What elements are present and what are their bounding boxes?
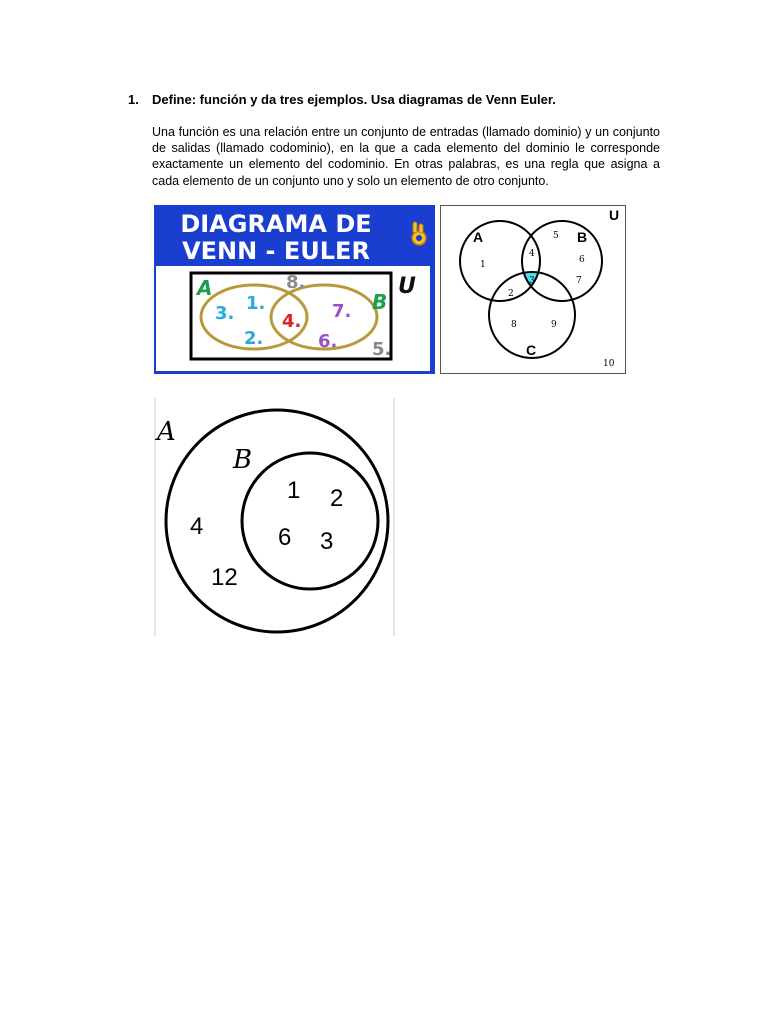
question-title: Define: función y da tres ejemplos. Usa diagramas de Venn Euler.: [152, 92, 556, 107]
element-12: 12: [211, 564, 238, 591]
set-a-label: A: [473, 229, 484, 245]
definition-paragraph: Una función es una relación entre un conjunto de entradas (llamado dominio) y un conjunto de salidas (llamado codominio), en la que a cada elemento del dominio le corresponde exactamente un elemento del codominio. En otras palabras, es una regla que asigna a cada elemento de un conjunto uno y solo un elemento de otro conjunto.: [152, 125, 660, 188]
set-a-label: A: [157, 417, 176, 447]
universe-label: U: [609, 207, 620, 223]
region-c-only-8: 8: [511, 320, 517, 330]
set-c-label: C: [526, 342, 537, 358]
banner-title-line2: VENN - EULER: [182, 237, 370, 265]
set-b-label: B: [372, 290, 388, 314]
region-b-only-6: 6: [579, 255, 585, 265]
element-2: 2: [330, 485, 344, 512]
question-number: 1.: [128, 92, 139, 107]
subset-venn-figure: [154, 398, 395, 636]
set-b-label: B: [577, 229, 588, 245]
three-set-venn-figure: [440, 205, 626, 374]
element-7: 7.: [332, 301, 352, 322]
region-abc: 3: [529, 276, 535, 286]
element-3: 3: [320, 528, 334, 555]
region-ab: 4: [529, 249, 535, 259]
element-5: 5.: [372, 339, 392, 360]
banner-title-line1: DIAGRAMA DE: [180, 210, 372, 238]
element-8: 8.: [286, 272, 306, 293]
element-1: 1: [287, 477, 301, 504]
element-6: 6.: [318, 331, 338, 352]
element-4: 4: [190, 513, 204, 540]
venn-euler-banner-figure: [154, 205, 435, 374]
region-ac: 2: [508, 289, 514, 299]
region-c-only-9: 9: [551, 320, 557, 330]
region-outside: 10: [603, 359, 615, 369]
set-b-label: B: [233, 445, 253, 475]
region-bc: 7: [576, 276, 582, 286]
region-a-only: 1: [480, 260, 486, 270]
element-4: 4.: [282, 311, 302, 332]
element-2: 2.: [244, 328, 264, 349]
set-a-label: A: [197, 276, 213, 300]
region-b-only-5: 5: [553, 231, 559, 241]
universe-label: U: [398, 274, 416, 299]
element-1: 1.: [246, 293, 266, 314]
element-3: 3.: [215, 303, 235, 324]
element-6: 6: [278, 524, 292, 551]
